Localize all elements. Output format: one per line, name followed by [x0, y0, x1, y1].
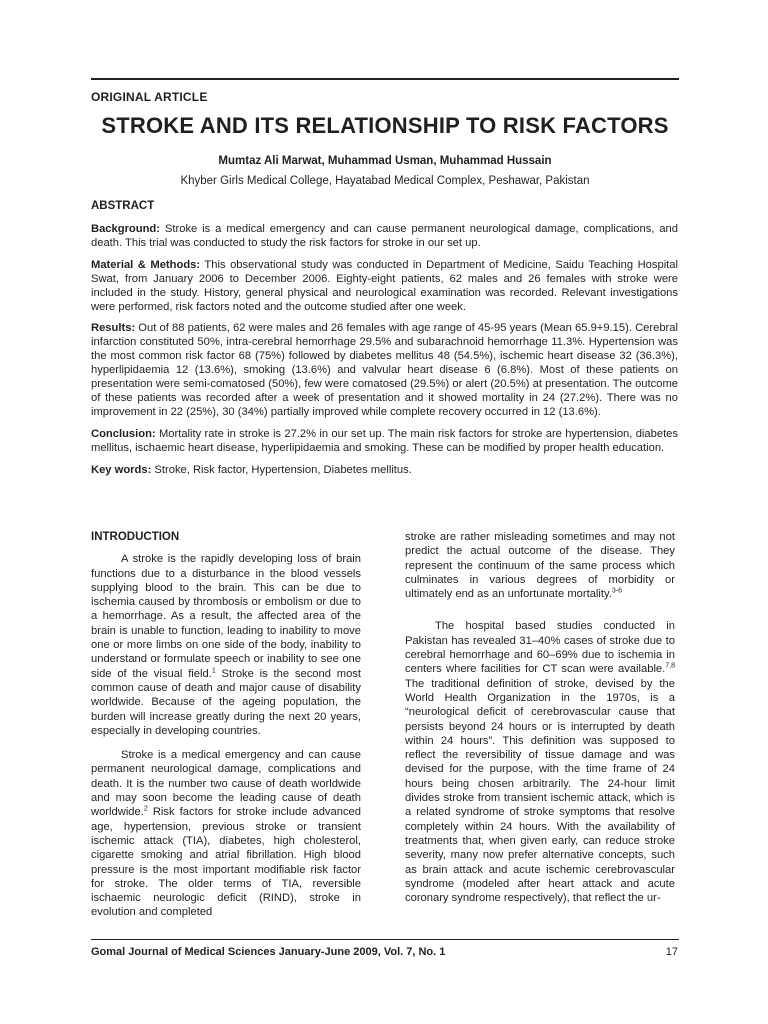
paragraph-text: Stroke is a medical emergency and can cause permanent neurological damage, complications and death. It is the number two cause of death worldwide and may soon become the leading cause of death worldwide.: [91, 749, 361, 819]
reference-marker: 3-6: [611, 587, 622, 595]
keywords-label: Key words:: [91, 463, 152, 476]
body-column-right: [405, 530, 675, 915]
top-rule: [91, 78, 679, 80]
body-column-left: [91, 530, 361, 930]
reference-marker: 2: [143, 805, 148, 813]
conclusion-text: Mortality rate in stroke is 27.2% in our set up. The main risk factors for stroke are hypertension, diabetes mellitus, ischaemic heart disease, hyperlipidaemia and smoking. These can be modified by proper health education.: [91, 427, 678, 454]
background-label: Background:: [91, 223, 160, 235]
intro-paragraph-3: [405, 619, 675, 905]
intro-paragraph-2: [91, 748, 361, 920]
abstract-body: [91, 223, 678, 486]
article-type-label: ORIGINAL ARTICLE: [91, 90, 208, 104]
abstract-methods: [91, 259, 678, 315]
paragraph-text: The hospital based studies conducted in Pakistan has revealed 31–40% cases of stroke due to cerebral hemorrhage and 60–69% due to ischemia in centers where facilities for CT scan were available.: [405, 620, 675, 676]
abstract-keywords: [91, 464, 678, 478]
author-list: Mumtaz Ali Marwat, Muhammad Usman, Muhammad Hussain: [218, 155, 552, 167]
reference-marker: 1: [211, 666, 216, 674]
methods-text: This observational study was conducted in Department of Medicine, Saidu Teaching Hospital Swat, from January 2006 to December 2006. Eighty-eight patients, 62 males and 26 females with stroke were included in the study. History, general physical and neurological examination was recorded. Relevant investigations were performed, risk factors noted and the outcome studied after one week.: [91, 258, 678, 313]
abstract-results: [91, 322, 678, 419]
abstract-conclusion: [91, 428, 678, 456]
paragraph-text: stroke are rather misleading sometimes and may not predict the actual outcome of the disease. They represent the continuum of the same process which culminates in various degrees of morbidity or ultimately end as an unfortunate mortality.: [405, 531, 675, 601]
intro-paragraph-1: [91, 552, 361, 738]
paragraph-text: Risk factors for stroke include advanced age, hypertension, previous stroke or transient ischemic attack (TIA), diabetes, high cholesterol, cigarette smoking and atrial fibrillation. High blood pressure is the most important modifiable risk factor for stroke. The older terms of TIA, reversible ischaemic neurologic deficit (RIND), stroke in evolution and completed: [91, 806, 361, 919]
introduction-heading: INTRODUCTION: [91, 531, 180, 543]
article-title: STROKE AND ITS RELATIONSHIP TO RISK FACTORS: [101, 113, 669, 138]
abstract-background: [91, 223, 678, 251]
conclusion-label: Conclusion:: [91, 427, 156, 440]
paragraph-text: The traditional definition of stroke, devised by the World Health Organization in the 1970s, is a “neurological deficit of cerebrovascular cause that persists beyond 24 hours or is interrupted by death within 24 hours”. This definition was supposed to reflect the reversibility of tissue damage and was devised for the purpose, with the time frame of 24 hours being chosen arbitrarily. The 24-hour limit divides stroke from transient ischemic attack, which is a related syndrome of stroke symptoms that resolve completely within 24 hours. With the availability of treatments that, when given early, can reduce stroke severity, many now prefer alternative concepts, such as brain attack and acute ischemic cerebrovascular syndrome (modeled after heart attack and acute coronary syndrome respectively), that reflect the ur-: [405, 677, 675, 905]
keywords-text: Stroke, Risk factor, Hypertension, Diabetes mellitus.: [151, 463, 412, 476]
page-number: 17: [665, 946, 678, 958]
abstract-heading: ABSTRACT: [91, 200, 155, 212]
results-text: Out of 88 patients, 62 were males and 26 females with age range of 45-95 years (Mean 65.9+9.15). Cerebral infarction constituted 50%, intra-cerebral hemorrhage 29.5% and subarachnoid hemorrhage 11.3%. Hypertension was the most common risk factor 68 (75%) followed by diabetes mellitus 48 (54.5%), ischemic heart disease 32 (36.3%), hyperlipidaemia 12 (13.6%), smoking (13.6%) and valvular heart disease 6 (6.8%). Most of these patients on presentation were semi-comatosed (50%), few were comatosed (29.5%) or alert (20.5%) at presentation. The outcome of these patients was recorded after a week of presentation and it showed mortality in 24 (27.2%). There was no improvement in 22 (25%), 30 (34%) partially improved while complete recovery occurred in 12 (13.6%).: [91, 322, 678, 418]
results-label: Results:: [91, 322, 136, 335]
reference-marker: 7,8: [665, 662, 675, 670]
journal-citation: Gomal Journal of Medical Sciences January-June 2009, Vol. 7, No. 1: [91, 946, 446, 958]
footer-rule: [91, 939, 679, 940]
paragraph-text: A stroke is the rapidly developing loss of brain functions due to a disturbance in the blood vessels supplying blood to the brain. This can be due to ischemia caused by thrombosis or embolism or due to a hemorrhage. As a result, the affected area of the brain is unable to function, leading to inability to move one or more limbs on one side of the body, inability to understand or formulate speech or inability to see one side of the visual field.: [91, 553, 361, 680]
methods-label: Material & Methods:: [91, 258, 201, 271]
author-affiliation: Khyber Girls Medical College, Hayatabad Medical Complex, Peshawar, Pakistan: [180, 175, 590, 187]
intro-paragraph-2-continued: [405, 530, 675, 601]
paragraph-text: Stroke is the second most common cause of death and major cause of disability worldwide. Because of the ageing population, the burden will increase greatly during the next 20 years, especially in developing countries.: [91, 667, 361, 737]
background-text: Stroke is a medical emergency and can cause permanent neurological damage, complications, and death. This trial was conducted to study the risk factors for stroke in our set up.: [91, 223, 678, 249]
